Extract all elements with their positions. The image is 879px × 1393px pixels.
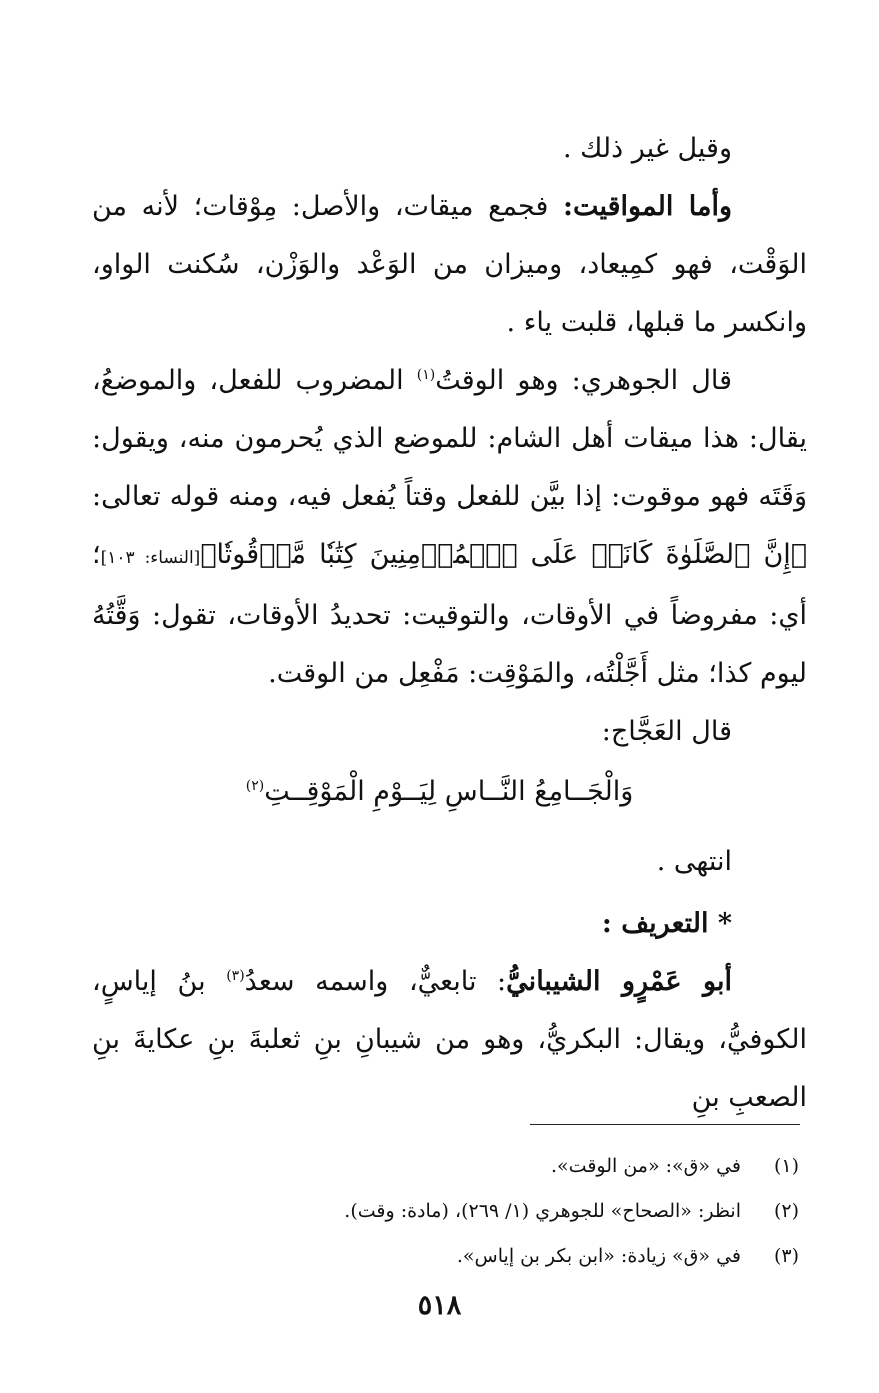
- poetry-verse: [92, 763, 807, 821]
- text-line-1: وقيل غير ذلك .: [562, 133, 732, 164]
- paragraph-2-text: فجمع ميقات، والأصل: مِوْقات؛ لأنه من الوَقْت، فهو كمِيعاد، وميزان من الوَعْد والوَزْن، سُكنت الواو، وانكسر ما قبلها، قلبت ياء .: [92, 191, 807, 338]
- footnote-number: (١): [773, 1155, 799, 1177]
- section-heading: [92, 895, 807, 953]
- name-abu-amr: أبو عَمْرٍو الشيبانيُّ: [506, 966, 732, 997]
- intaha: انتهى .: [656, 846, 732, 877]
- footnote-text: في «ق»: «من الوقت».: [551, 1155, 741, 1177]
- quran-verse: ﴿إِنَّ ٱلصَّلَوٰةَ كَانَتۡ عَلَى ٱلۡمُؤۡمِنِينَ كِتَٰبٗا مَّوۡقُوتٗا﴾: [200, 539, 808, 570]
- footnote-number: (٣): [773, 1245, 799, 1267]
- ajjaj-intro: قال العَجَّاج:: [601, 716, 732, 747]
- paragraph-6-end: بنُ إياسٍ، الكوفيُّ، ويقال: البكريُّ، وهو من شيبانِ بنِ ثعلبةَ بنِ عكايةَ بنِ الصعبِ بنِ: [92, 966, 807, 1113]
- heading-text: * التعريف :: [601, 908, 732, 939]
- footnote-ref-3: (٣): [226, 968, 245, 984]
- footnote-2: [92, 1189, 799, 1234]
- footnote-ref-1: (١): [416, 367, 436, 383]
- footnote-text: في «ق» زيادة: «ابن بكر بن إياس».: [456, 1245, 741, 1267]
- term-mawaqit: وأما المواقيت:: [563, 191, 733, 222]
- footnotes: [92, 1144, 799, 1279]
- main-text: [92, 120, 807, 1127]
- paragraph-6: [92, 953, 807, 1127]
- paragraph-3-end: ؛ أي: مفروضاً في الأوقات، والتوقيت: تحديدُ الأوقات، تقول: وَقَّتُهُ ليوم كذا؛ مثل أَجَّلْتُه، والمَوْقِت: مَفْعِل من الوقت.: [92, 539, 807, 689]
- footnote-3: [92, 1234, 799, 1279]
- paragraph-1: [92, 120, 807, 178]
- page-number: ٥١٨: [417, 1290, 462, 1321]
- paragraph-3: [92, 352, 807, 703]
- paragraph-5: [92, 833, 807, 891]
- footnote-separator: [530, 1124, 800, 1125]
- footnote-number: (٢): [773, 1200, 799, 1222]
- paragraph-6-start: : تابعيٌّ، واسمه سعدُ: [244, 966, 507, 997]
- paragraph-3-middle: المضروب للفعل، والموضعُ، يقال: هذا ميقات أهل الشام: للموضع الذي يُحرمون منه، ويقول: وَقَتَه فهو موقوت: إذا بيَّن للفعل وقتاً يُفعل فيه، ومنه قوله تعالى:: [92, 365, 807, 512]
- paragraph-2: [92, 178, 807, 352]
- verse-text: وَالْجَــامِعُ النَّــاسِ لِيَــوْمِ الْمَوْقِــتِ: [264, 776, 634, 807]
- paragraph-3-start: قال الجوهري: وهو الوقتُ: [435, 365, 732, 396]
- footnote-1: [92, 1144, 799, 1189]
- paragraph-4: [92, 703, 807, 761]
- footnote-text: انظر: «الصحاح» للجوهري (١/ ٢٦٩)، (مادة: وقت).: [344, 1200, 741, 1222]
- footnote-ref-2: (٢): [245, 778, 265, 794]
- quran-reference: [النساء: ١٠٣]: [100, 548, 201, 568]
